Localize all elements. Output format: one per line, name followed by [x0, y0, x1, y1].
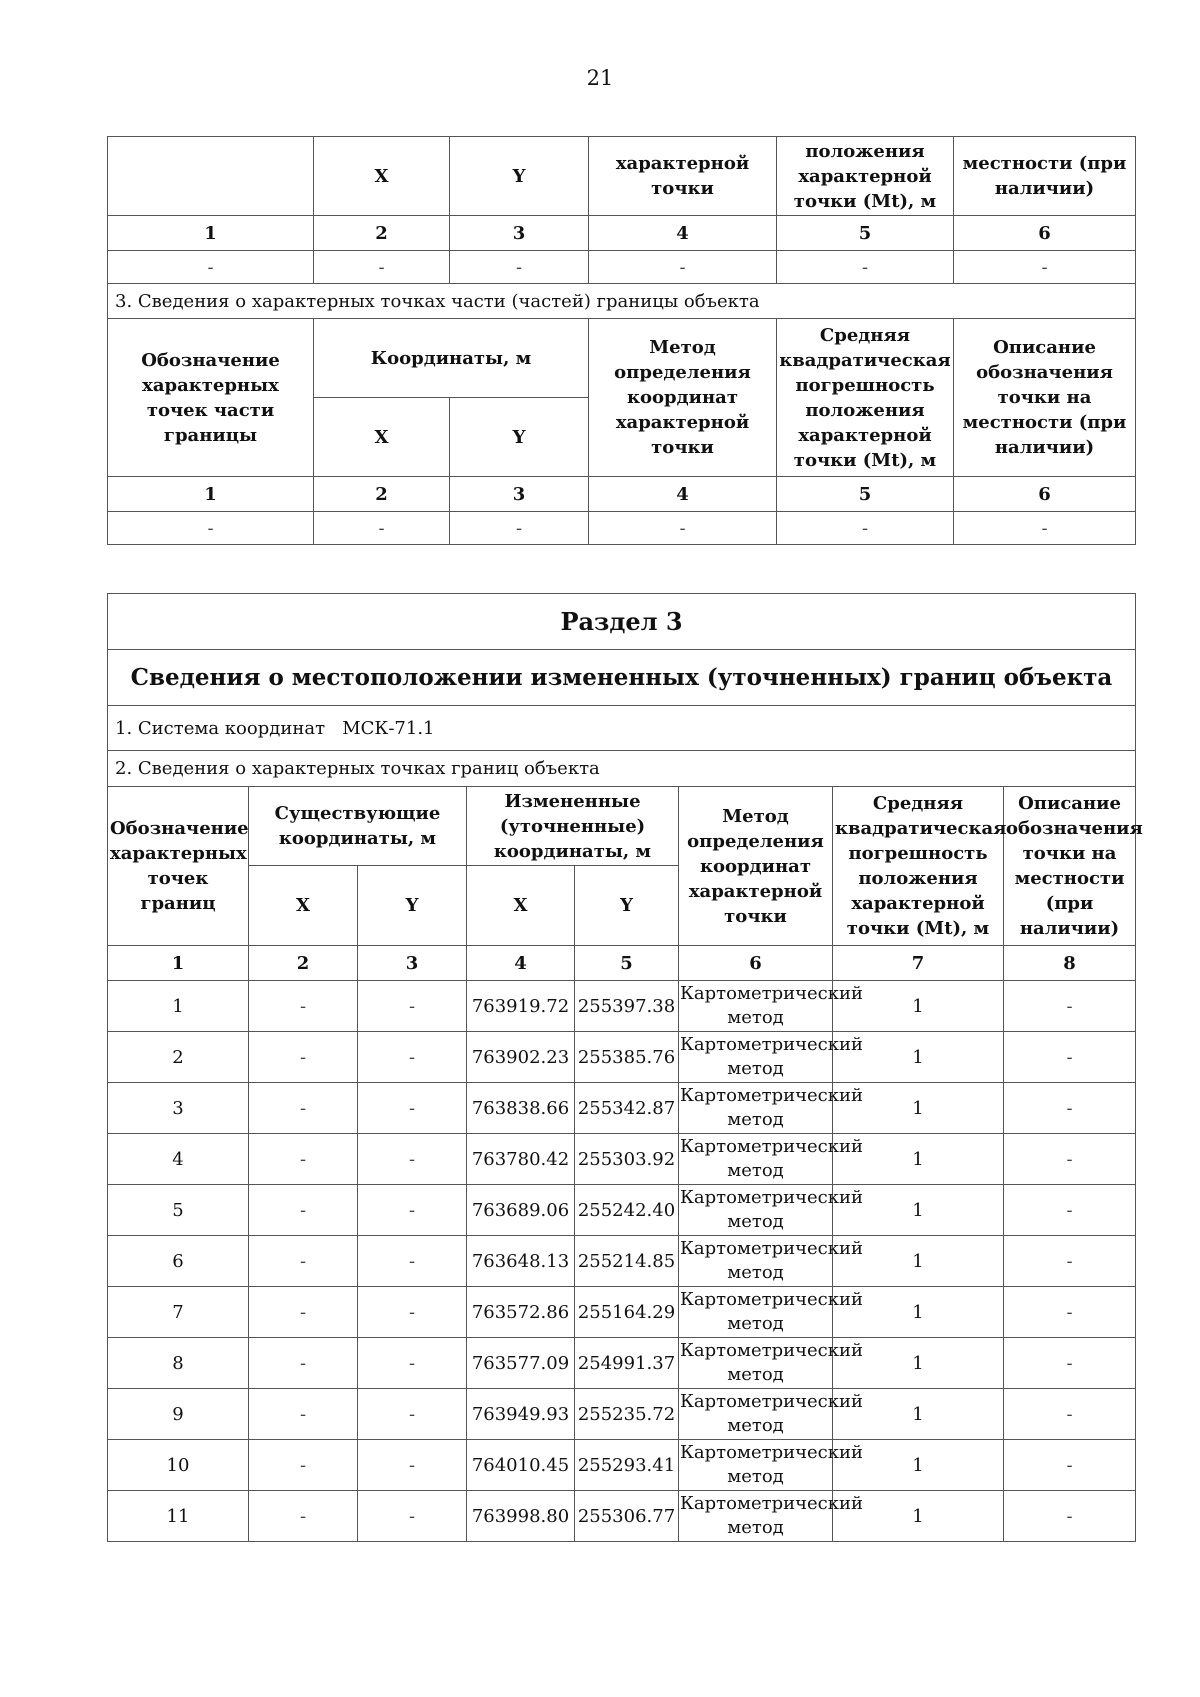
- header-cell: местности (при наличии): [954, 137, 1136, 216]
- existing-x-cell: -: [249, 1338, 358, 1389]
- changed-y-header: Y: [575, 866, 679, 946]
- column-number: 8: [1004, 946, 1136, 981]
- empty-cell: -: [954, 512, 1136, 545]
- column-number: 1: [108, 946, 249, 981]
- point-number-cell: 4: [108, 1134, 249, 1185]
- point-number-cell: 6: [108, 1236, 249, 1287]
- section-title: Раздел 3: [108, 594, 1136, 650]
- existing-y-cell: -: [358, 1338, 467, 1389]
- changed-y-cell: 255303.92: [575, 1134, 679, 1185]
- existing-x-cell: -: [249, 1236, 358, 1287]
- empty-cell: -: [777, 512, 954, 545]
- existing-y-cell: -: [358, 1032, 467, 1083]
- changed-y-cell: 255342.87: [575, 1083, 679, 1134]
- empty-cell: -: [108, 512, 314, 545]
- existing-x-cell: -: [249, 981, 358, 1032]
- changed-x-cell: 763577.09: [467, 1338, 575, 1389]
- method-cell: Картометрический метод: [679, 1083, 833, 1134]
- description-cell: -: [1004, 1083, 1136, 1134]
- column-number: 2: [314, 216, 450, 251]
- method-cell: Картометрический метод: [679, 1491, 833, 1542]
- description-cell: -: [1004, 1440, 1136, 1491]
- empty-data-row: [108, 512, 1136, 545]
- table-row: [108, 1032, 1136, 1083]
- error-value-cell: 1: [833, 981, 1004, 1032]
- section-3-table: [107, 593, 1143, 1542]
- point-number-cell: 10: [108, 1440, 249, 1491]
- empty-cell: -: [954, 251, 1136, 284]
- point-number-cell: 3: [108, 1083, 249, 1134]
- points-header-row: [108, 787, 1136, 866]
- column-number: 1: [108, 216, 314, 251]
- error-value-cell: 1: [833, 1338, 1004, 1389]
- changed-x-cell: 763648.13: [467, 1236, 575, 1287]
- changed-x-cell: 763949.93: [467, 1389, 575, 1440]
- changed-x-cell: 764010.45: [467, 1440, 575, 1491]
- method-cell: Картометрический метод: [679, 1389, 833, 1440]
- column-number: 5: [777, 477, 954, 512]
- method-cell: Картометрический метод: [679, 1236, 833, 1287]
- point-number-cell: 5: [108, 1185, 249, 1236]
- table-row: [108, 1389, 1136, 1440]
- x-header: X: [314, 398, 450, 477]
- error-value-cell: 1: [833, 1287, 1004, 1338]
- column-number: 4: [589, 216, 777, 251]
- changed-y-cell: 255214.85: [575, 1236, 679, 1287]
- empty-cell: -: [314, 251, 450, 284]
- section-subtitle: Сведения о местоположении измененных (уточненных) границ объекта: [108, 650, 1136, 706]
- description-cell: -: [1004, 1032, 1136, 1083]
- description-cell: -: [1004, 1134, 1136, 1185]
- empty-cell: -: [589, 251, 777, 284]
- empty-cell: -: [450, 251, 589, 284]
- empty-cell: -: [314, 512, 450, 545]
- existing-y-cell: -: [358, 1389, 467, 1440]
- column-number: 1: [108, 477, 314, 512]
- error-header: Средняя квадратическая погрешность положения характерной точки (Mt), м: [833, 787, 1004, 946]
- description-cell: -: [1004, 1491, 1136, 1542]
- column-number: 2: [249, 946, 358, 981]
- point-number-cell: 7: [108, 1287, 249, 1338]
- column-number: 4: [467, 946, 575, 981]
- method-cell: Картометрический метод: [679, 1287, 833, 1338]
- description-header: Описание обозначения точки на местности (при наличии): [954, 319, 1136, 477]
- table-row: [108, 1134, 1136, 1185]
- section-subtitle-row: [108, 650, 1136, 706]
- table-row: [108, 1236, 1136, 1287]
- section-3-title: 3. Сведения о характерных точках части (частей) границы объекта: [108, 284, 1136, 319]
- changed-y-cell: 255235.72: [575, 1389, 679, 1440]
- part-points-header-row: [108, 319, 1136, 398]
- existing-x-cell: -: [249, 1287, 358, 1338]
- description-cell: -: [1004, 1236, 1136, 1287]
- coordinate-system-label: 1. Система координат: [115, 717, 326, 739]
- existing-x-cell: -: [249, 1491, 358, 1542]
- changed-y-cell: 255242.40: [575, 1185, 679, 1236]
- existing-y-cell: -: [358, 1185, 467, 1236]
- description-cell: -: [1004, 1185, 1136, 1236]
- empty-cell: -: [589, 512, 777, 545]
- existing-x-cell: -: [249, 1083, 358, 1134]
- changed-y-cell: 255164.29: [575, 1287, 679, 1338]
- existing-x-cell: -: [249, 1389, 358, 1440]
- changed-y-cell: 255306.77: [575, 1491, 679, 1542]
- column-number: 6: [954, 216, 1136, 251]
- existing-coordinates-header: Существующие координаты, м: [249, 787, 467, 866]
- changed-x-header: X: [467, 866, 575, 946]
- point-number-cell: 8: [108, 1338, 249, 1389]
- column-number: 3: [450, 216, 589, 251]
- error-value-cell: 1: [833, 1389, 1004, 1440]
- empty-cell: -: [450, 512, 589, 545]
- page-number: 21: [586, 66, 614, 90]
- column-number-row: [108, 216, 1136, 251]
- changed-x-cell: 763919.72: [467, 981, 575, 1032]
- error-header: Средняя квадратическая погрешность положения характерной точки (Mt), м: [777, 319, 954, 477]
- point-number-cell: 9: [108, 1389, 249, 1440]
- existing-x-cell: -: [249, 1032, 358, 1083]
- column-number: 4: [589, 477, 777, 512]
- description-header: Описание обозначения точки на местности (при наличии): [1004, 787, 1136, 946]
- existing-y-cell: -: [358, 1134, 467, 1185]
- existing-y-header: Y: [358, 866, 467, 946]
- section-3-title-row: [108, 284, 1136, 319]
- method-cell: Картометрический метод: [679, 1185, 833, 1236]
- y-header: Y: [450, 398, 589, 477]
- method-header: Метод определения координат характерной точки: [589, 319, 777, 477]
- existing-x-header: X: [249, 866, 358, 946]
- column-number-row: [108, 477, 1136, 512]
- table-row: [108, 1287, 1136, 1338]
- changed-coordinates-header: Измененные (уточненные) координаты, м: [467, 787, 679, 866]
- coordinate-system-row: [108, 706, 1136, 751]
- coordinate-system: [108, 706, 1136, 751]
- coordinate-system-value: МСК-71.1: [342, 717, 435, 739]
- description-cell: -: [1004, 981, 1136, 1032]
- table-row: [108, 1338, 1136, 1389]
- method-header: Метод определения координат характерной точки: [679, 787, 833, 946]
- column-number: 3: [358, 946, 467, 981]
- column-number: 6: [954, 477, 1136, 512]
- changed-y-cell: 255293.41: [575, 1440, 679, 1491]
- error-value-cell: 1: [833, 1083, 1004, 1134]
- coordinates-header: Координаты, м: [314, 319, 589, 398]
- column-number: 3: [450, 477, 589, 512]
- existing-y-cell: -: [358, 1083, 467, 1134]
- existing-y-cell: -: [358, 1440, 467, 1491]
- method-cell: Картометрический метод: [679, 1440, 833, 1491]
- error-value-cell: 1: [833, 1134, 1004, 1185]
- error-value-cell: 1: [833, 1032, 1004, 1083]
- empty-cell: -: [108, 251, 314, 284]
- continued-header-row: [108, 137, 1136, 216]
- column-number: 5: [777, 216, 954, 251]
- table-row: [108, 1440, 1136, 1491]
- section-title-row: [108, 594, 1136, 650]
- points-title-row: [108, 751, 1136, 787]
- changed-x-cell: 763838.66: [467, 1083, 575, 1134]
- points-title: 2. Сведения о характерных точках границ объекта: [108, 751, 1136, 787]
- method-cell: Картометрический метод: [679, 1338, 833, 1389]
- header-cell: X: [314, 137, 450, 216]
- point-number-cell: 11: [108, 1491, 249, 1542]
- header-cell: положения характерной точки (Mt), м: [777, 137, 954, 216]
- method-cell: Картометрический метод: [679, 981, 833, 1032]
- empty-cell: -: [777, 251, 954, 284]
- empty-data-row: [108, 251, 1136, 284]
- method-cell: Картометрический метод: [679, 1032, 833, 1083]
- existing-x-cell: -: [249, 1134, 358, 1185]
- table-row: [108, 1083, 1136, 1134]
- existing-y-cell: -: [358, 1287, 467, 1338]
- points-body: [108, 981, 1136, 1542]
- changed-y-cell: 255397.38: [575, 981, 679, 1032]
- changed-x-cell: 763572.86: [467, 1287, 575, 1338]
- header-cell: [108, 137, 314, 216]
- existing-x-cell: -: [249, 1440, 358, 1491]
- changed-x-cell: 763780.42: [467, 1134, 575, 1185]
- characteristic-points-table-top: [107, 136, 1136, 545]
- method-cell: Картометрический метод: [679, 1134, 833, 1185]
- error-value-cell: 1: [833, 1236, 1004, 1287]
- designation-header: Обозначение характерных точек части границы: [108, 319, 314, 477]
- changed-y-cell: 254991.37: [575, 1338, 679, 1389]
- table-row: [108, 1491, 1136, 1542]
- designation-header: Обозначение характерных точек границ: [108, 787, 249, 946]
- changed-x-cell: 763998.80: [467, 1491, 575, 1542]
- changed-y-cell: 255385.76: [575, 1032, 679, 1083]
- error-value-cell: 1: [833, 1185, 1004, 1236]
- existing-y-cell: -: [358, 981, 467, 1032]
- description-cell: -: [1004, 1287, 1136, 1338]
- changed-x-cell: 763902.23: [467, 1032, 575, 1083]
- point-number-cell: 1: [108, 981, 249, 1032]
- column-number: 5: [575, 946, 679, 981]
- header-cell: Y: [450, 137, 589, 216]
- table-row: [108, 981, 1136, 1032]
- changed-x-cell: 763689.06: [467, 1185, 575, 1236]
- error-value-cell: 1: [833, 1491, 1004, 1542]
- existing-y-cell: -: [358, 1236, 467, 1287]
- description-cell: -: [1004, 1338, 1136, 1389]
- column-number-row: [108, 946, 1136, 981]
- column-number: 2: [314, 477, 450, 512]
- existing-y-cell: -: [358, 1491, 467, 1542]
- point-number-cell: 2: [108, 1032, 249, 1083]
- column-number: 7: [833, 946, 1004, 981]
- header-cell: характерной точки: [589, 137, 777, 216]
- description-cell: -: [1004, 1389, 1136, 1440]
- existing-x-cell: -: [249, 1185, 358, 1236]
- table-row: [108, 1185, 1136, 1236]
- error-value-cell: 1: [833, 1440, 1004, 1491]
- column-number: 6: [679, 946, 833, 981]
